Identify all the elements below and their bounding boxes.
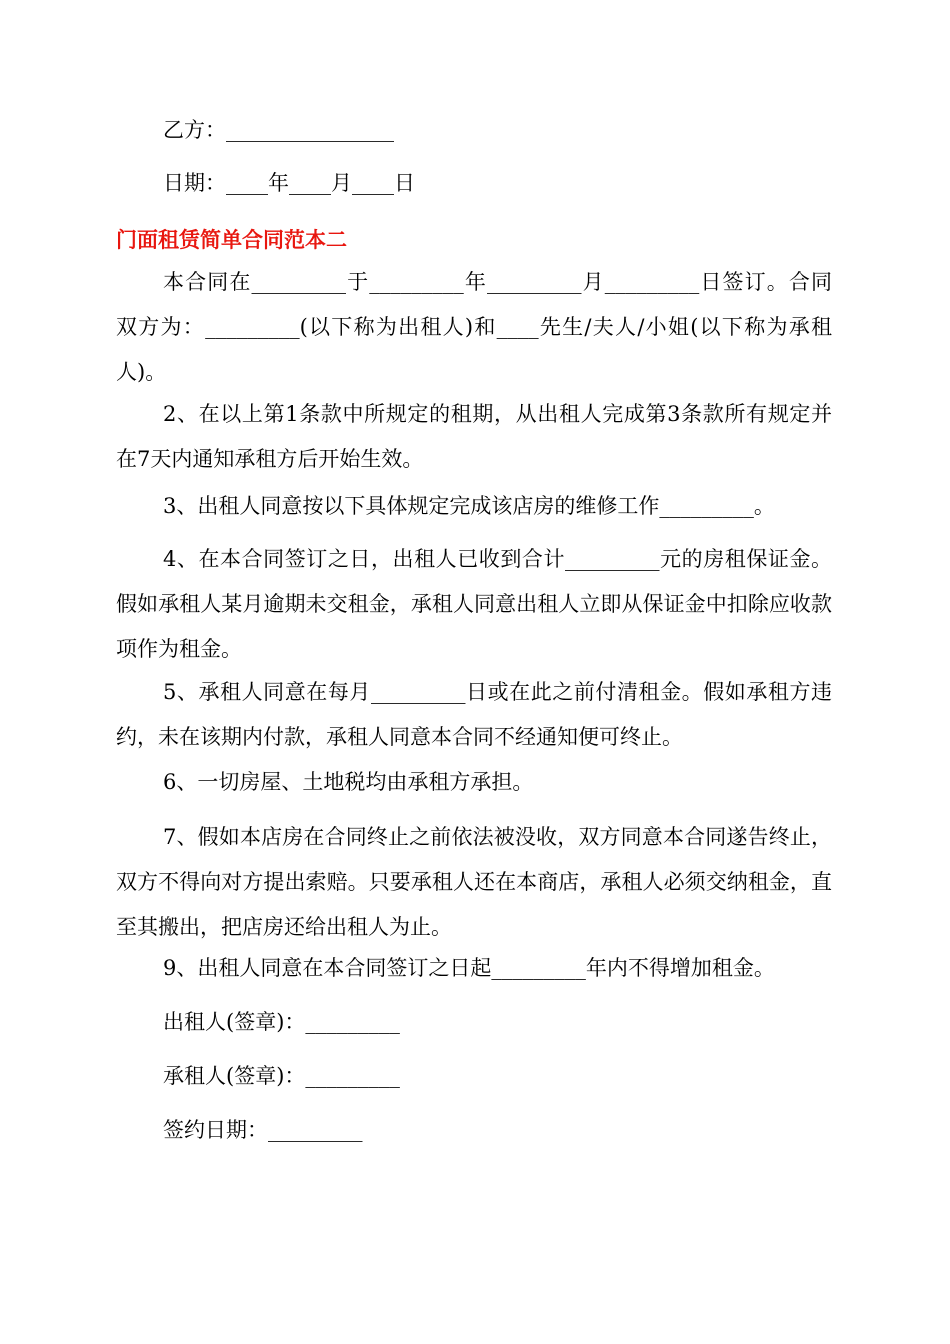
lessor-signature-line: 出租人(签章)：_________: [163, 1010, 400, 1034]
section-title: 门面租赁简单合同范本二: [116, 228, 347, 252]
paragraph-contract-parties: 本合同在_________于_________年_________月_________日签订。合同双方为：_________(以下称为出租人)和____先生/夫人/小姐(以下称为承租人)。: [116, 270, 832, 384]
paragraph-clause-5: 5、承租人同意在每月_________日或在此之前付清租金。假如承租方违约，未在该期内付款，承租人同意本合同不经通知便可终止。: [116, 680, 832, 749]
date-line: 日期：____年____月____日: [163, 171, 415, 195]
sign-date-line: 签约日期：_________: [163, 1118, 363, 1142]
lessee-signature-line: 承租人(签章)：_________: [163, 1064, 400, 1088]
paragraph-clause-9: 9、出租人同意在本合同签订之日起_________年内不得增加租金。: [163, 956, 775, 980]
paragraph-clause-7: 7、假如本店房在合同终止之前依法被没收，双方同意本合同遂告终止，双方不得向对方提出索赔。只要承租人还在本商店，承租人必须交纳租金，直至其搬出，把店房还给出租人为止。: [116, 825, 832, 939]
paragraph-clause-6: 6、一切房屋、土地税均由承租方承担。: [163, 770, 534, 794]
party-b-line: 乙方：________________: [163, 118, 394, 142]
paragraph-clause-3: 3、出租人同意按以下具体规定完成该店房的维修工作_________。: [163, 494, 775, 518]
paragraph-clause-2: 2、在以上第1条款中所规定的租期，从出租人完成第3条款所有规定并在7天内通知承租方后开始生效。: [116, 402, 832, 471]
paragraph-clause-4: 4、在本合同签订之日，出租人已收到合计_________元的房租保证金。假如承租人某月逾期未交租金，承租人同意出租人立即从保证金中扣除应收款项作为租金。: [116, 547, 832, 661]
